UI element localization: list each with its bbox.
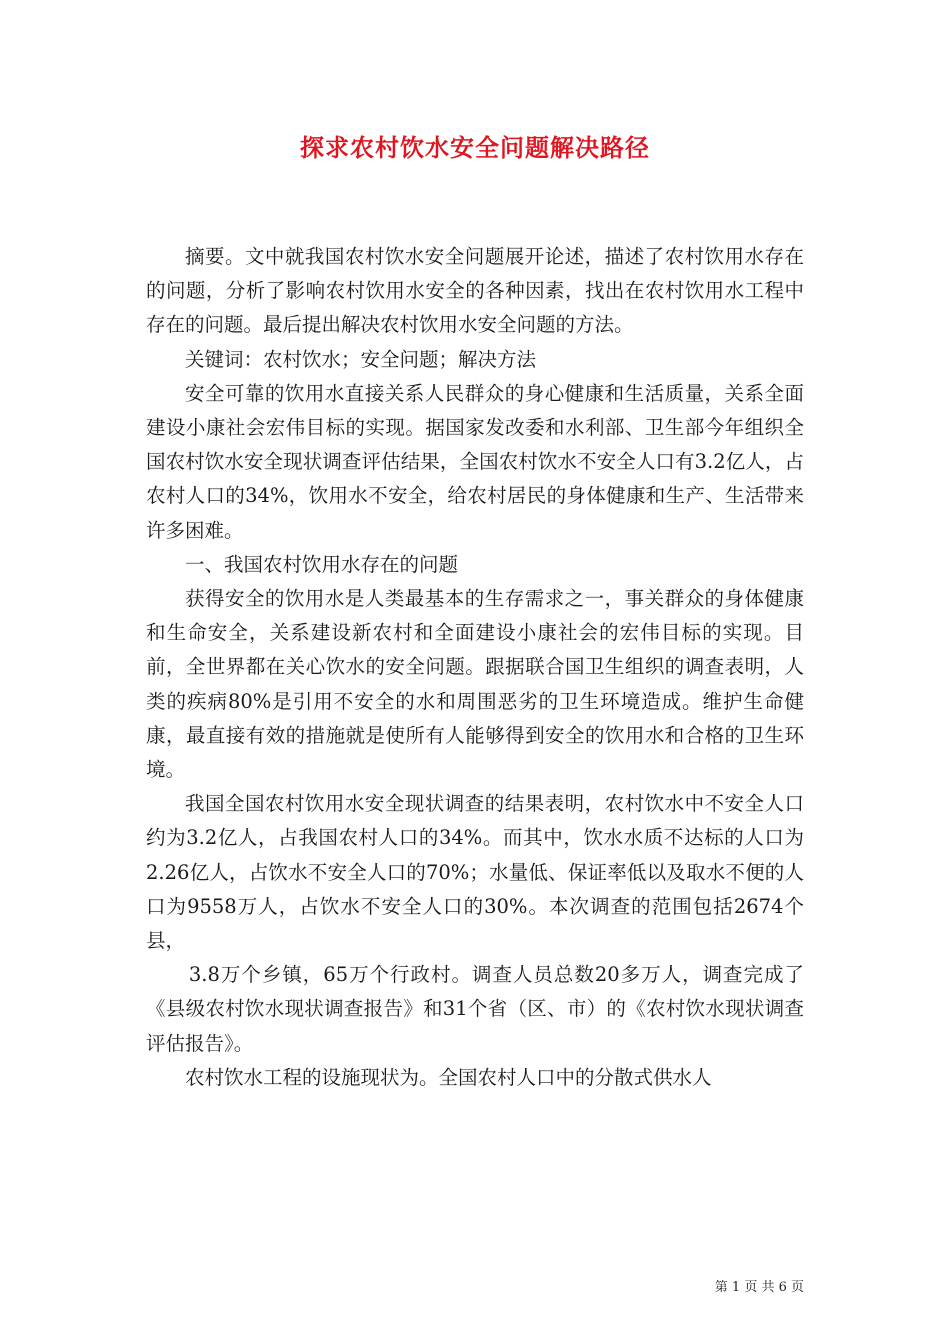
document-body (146, 240, 804, 1095)
body-paragraph: 农村饮水工程的设施现状为。全国农村人口中的分散式供水人 (185, 1065, 712, 1089)
keywords-paragraph: 关键词：农村饮水；安全问题；解决方法 (185, 347, 537, 371)
body-paragraph: 3.8万个乡镇，65万个行政村。调查人员总数20多万人，调查完成了《县级农村饮水现状调查报告》和31个省（区、市）的《农村饮水现状调查评估报告》。 (146, 963, 804, 1055)
page-number-footer: 第 1 页 共 6 页 (714, 1280, 804, 1295)
section-heading-1: 一、我国农村饮用水存在的问题 (185, 552, 459, 576)
abstract-paragraph: 摘要。文中就我国农村饮水安全问题展开论述，描述了农村饮用水存在的问题，分析了影响农村饮用水安全的各种因素，找出在农村饮用水工程中存在的问题。最后提出解决农村饮用水安全问题的方法。 (146, 245, 804, 337)
intro-paragraph: 安全可靠的饮用水直接关系人民群众的身心健康和生活质量，关系全面建设小康社会宏伟目标的实现。据国家发改委和水利部、卫生部今年组织全国农村饮水安全现状调查评估结果，全国农村饮水不安全人口有3.2亿人，占农村人口的34%，饮用水不安全，给农村居民的身体健康和生产、生活带来许多困难。 (146, 381, 804, 542)
document-title: 探求农村饮水安全问题解决路径 (300, 133, 650, 162)
body-paragraph: 我国全国农村饮用水安全现状调查的结果表明，农村饮水中不安全人口约为3.2亿人，占我国农村人口的34%。而其中，饮水水质不达标的人口为2.26亿人，占饮水不安全人口的70%；水量低、保证率低以及取水不便的人口为9558万人，占饮水不安全人口的30%。本次调查的范围包括2674个县， (146, 792, 804, 953)
body-paragraph: 获得安全的饮用水是人类最基本的生存需求之一，事关群众的身体健康和生命安全，关系建设新农村和全面建设小康社会的宏伟目标的实现。目前，全世界都在关心饮水的安全问题。跟据联合国卫生组织的调查表明，人类的疾病80%是引用不安全的水和周围恶劣的卫生环境造成。维护生命健康，最直接有效的措施就是使所有人能够得到安全的饮用水和合格的卫生环境。 (146, 587, 804, 782)
